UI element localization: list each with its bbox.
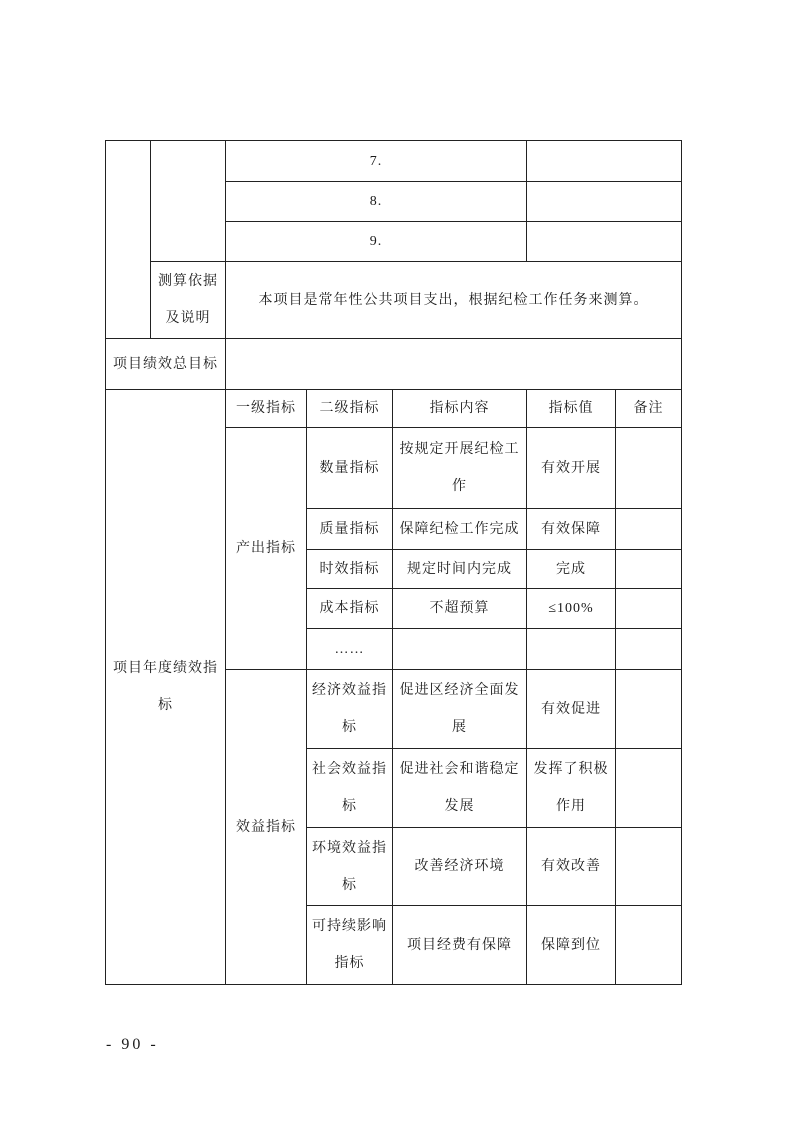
indicator-content: 保障纪检工作完成: [393, 509, 527, 550]
numbered-group-label-cell: [151, 141, 226, 262]
numbered-row-7-value-cell: [527, 141, 682, 182]
overall-goal-value-cell: [226, 339, 682, 390]
indicator-content: 规定时间内完成: [393, 550, 527, 589]
header-level2: 二级指标: [307, 390, 393, 428]
indicator-note-cell: [616, 509, 682, 550]
indicator-value: [527, 629, 616, 670]
indicator-note-cell: [616, 749, 682, 828]
indicator-content: 改善经济环境: [393, 828, 527, 906]
indicator-level2: 时效指标: [307, 550, 393, 589]
indicator-content: 不超预算: [393, 589, 527, 629]
table-row: [106, 339, 682, 390]
indicator-level2: 经济效益指标: [307, 670, 393, 749]
header-value: 指标值: [527, 390, 616, 428]
indicator-note-cell: [616, 828, 682, 906]
indicator-note-cell: [616, 550, 682, 589]
table-row: [106, 390, 682, 428]
page-number: - 90 -: [106, 1036, 159, 1053]
table-row: [106, 262, 682, 339]
table-row: [106, 141, 682, 182]
indicator-value: 发挥了积极作用: [527, 749, 616, 828]
header-note: 备注: [616, 390, 682, 428]
numbered-row-7-label: 7.: [226, 141, 527, 182]
indicator-value: 有效促进: [527, 670, 616, 749]
indicator-content: [393, 629, 527, 670]
indicator-value: ≤100%: [527, 589, 616, 629]
left-spacer-cell: [106, 141, 151, 339]
indicator-value: 有效保障: [527, 509, 616, 550]
indicator-level2: 环境效益指标: [307, 828, 393, 906]
indicator-level2: 成本指标: [307, 589, 393, 629]
overall-goal-label: 项目绩效总目标: [106, 339, 226, 390]
performance-table: [105, 140, 682, 985]
indicator-value: 保障到位: [527, 906, 616, 985]
basis-label: 测算依据及说明: [151, 262, 226, 339]
indicator-value: 有效改善: [527, 828, 616, 906]
group-output-label: 产出指标: [226, 428, 307, 670]
group-benefit-label: 效益指标: [226, 670, 307, 985]
indicator-level2: ……: [307, 629, 393, 670]
indicator-note-cell: [616, 670, 682, 749]
indicator-level2: 数量指标: [307, 428, 393, 509]
header-content: 指标内容: [393, 390, 527, 428]
indicator-content: 按规定开展纪检工作: [393, 428, 527, 509]
numbered-row-9-label: 9.: [226, 222, 527, 262]
header-level1: 一级指标: [226, 390, 307, 428]
indicator-content: 项目经费有保障: [393, 906, 527, 985]
indicator-content: 促进区经济全面发展: [393, 670, 527, 749]
indicator-level2: 可持续影响指标: [307, 906, 393, 985]
numbered-row-8-label: 8.: [226, 182, 527, 222]
numbered-row-8-value-cell: [527, 182, 682, 222]
indicator-content: 促进社会和谐稳定发展: [393, 749, 527, 828]
indicator-note-cell: [616, 428, 682, 509]
indicator-value: 完成: [527, 550, 616, 589]
indicator-note-cell: [616, 629, 682, 670]
indicator-level2: 社会效益指标: [307, 749, 393, 828]
indicator-note-cell: [616, 906, 682, 985]
indicator-level2: 质量指标: [307, 509, 393, 550]
numbered-row-9-value-cell: [527, 222, 682, 262]
indicator-value: 有效开展: [527, 428, 616, 509]
annual-indicators-label: 项目年度绩效指标: [106, 390, 226, 985]
basis-text: 本项目是常年性公共项目支出，根据纪检工作任务来测算。: [226, 262, 682, 339]
indicator-note-cell: [616, 589, 682, 629]
